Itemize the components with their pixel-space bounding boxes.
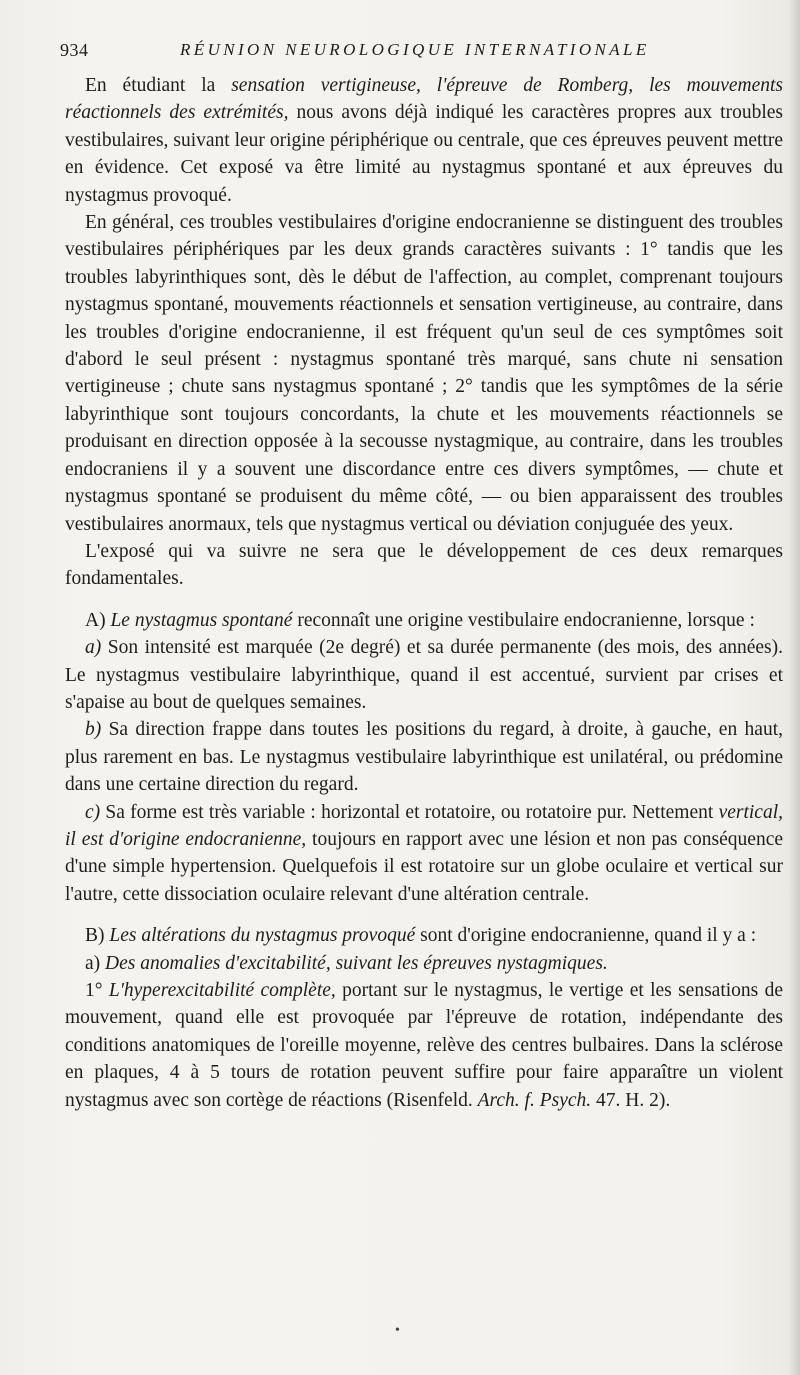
paragraph-expose: L'exposé qui va suivre ne sera que le développement de ces deux remarques fondamentales.: [65, 540, 783, 590]
item-label: c): [85, 801, 101, 823]
item-label: a): [85, 637, 102, 659]
item-a-a: [65, 634, 783, 716]
item-a-b: [65, 716, 783, 798]
item-label: 1°: [85, 980, 109, 1001]
text-span: sont d'origine endocranienne, quand il y a :: [415, 925, 757, 947]
running-title: RÉUNION NEUROLOGIQUE INTERNATIONALE: [180, 40, 650, 59]
section-label: A): [85, 609, 111, 631]
text-span: portant sur le nystagmus, le vertige et les sensations de mouvement, quand elle est provoquée par l'épreuve de rotation, indépendante des conditions anatomiques de l'oreille moyenne, relève des centres bulbaires. Dans la sclérose en plaques, 4 à 5 tours de rotation peuvent suffire pour faire apparaître un violent nystagmus avec son cortège de réactions (Risenfeld.: [65, 980, 783, 1111]
paragraph-general: En général, ces troubles vestibulaires d'origine endocranienne se distinguent des troubles vestibulaires périphériques par les deux grands caractères suivants : 1° tandis que les troubles labyrinthiques sont, dès le début de l'affection, au complet, comprenant toujours nystagmus spontané, mouvements réactionnels et sensation vertigineuse, au contraire, dans les troubles d'origine endocranienne, il est fréquent qu'un seul de ces symptômes soit d'abord le seul présent : nystagmus spontané très marqué, sans chute ni sensation vertigineuse ; chute sans nystagmus spontané ; 2° tandis que les symptômes de la série labyrinthique sont toujours concordants, la chute et les mouvements réactionnels se produisant en direction opposée à la secousse nystagmique, au contraire, dans les troubles endocraniens il y a souvent une discordance entre ces divers symptômes, — chute et nystagmus spontané se produisent du même côté, — ou bien apparaissent des troubles vestibulaires anormaux, tels que nystagmus vertical ou déviation conjuguée des yeux.: [65, 212, 783, 535]
italic-span: Les altérations du nystagmus provoqué: [109, 925, 416, 947]
body-text: [65, 72, 783, 1114]
text-span: Son intensité est marquée (2e degré) et sa durée permanente (des mois, des années). Le nystagmus vestibulaire labyrinthique, quand il est accentué, survient par crises et s'apaise au bout de quelques semaines.: [65, 637, 783, 713]
text-span: nous avons déjà indiqué les caractères propres aux troubles vestibulaires, suivant leur origine périphérique ou centrale, que ces épreuves peuvent mettre en évidence. Cet exposé va être limité au nystagmus spontané et aux épreuves du nystagmus provoqué.: [65, 102, 783, 206]
footer-mark: •: [395, 1323, 400, 1338]
page-header: [60, 40, 780, 66]
page-number: 934: [60, 40, 89, 60]
text-span: 47. H. 2).: [591, 1089, 671, 1111]
paragraph-intro: [65, 72, 783, 209]
italic-span: sensation vertigineuse, l'épreuve de Romberg, les mouvements réactionnels des extrémités,: [65, 75, 783, 124]
section-a-heading: [65, 607, 783, 634]
item-b-1: [65, 977, 783, 1114]
italic-span: Des anomalies d'excitabilité, suivant les épreuves nystagmiques.: [105, 952, 608, 974]
item-b-a: [65, 950, 783, 977]
text-span: En étudiant la: [85, 75, 232, 96]
section-b-heading: [65, 922, 783, 949]
italic-span: Arch. f. Psych.: [477, 1089, 592, 1111]
text-span: Sa direction frappe dans toutes les positions du regard, à droite, à gauche, en haut, plus rarement en bas. Le nystagmus vestibulaire labyrinthique est unilatéral, ou prédomine dans une certaine direction du regard.: [65, 719, 783, 796]
item-label: a): [85, 952, 106, 974]
italic-span: L'hyperexcitabilité complète,: [108, 980, 336, 1001]
item-label: b): [85, 719, 102, 741]
text-span: Sa forme est très variable : horizontal et rotatoire, ou rotatoire pur. Nettement: [100, 801, 719, 823]
italic-span: vertical, il est d'origine endocranienne,: [65, 801, 783, 850]
text-span: reconnaît une origine vestibulaire endocranienne, lorsque :: [292, 609, 755, 631]
item-a-c: [65, 799, 783, 909]
section-label: B): [85, 925, 110, 947]
italic-span: Le nystagmus spontané: [110, 609, 293, 631]
text-span: toujours en rapport avec une lésion et non pas conséquence d'une simple hypertension. Quelquefois il est rotatoire sur un globe oculaire et vertical sur l'autre, cette dissociation oculaire relevant d'une altération centrale.: [65, 828, 784, 905]
